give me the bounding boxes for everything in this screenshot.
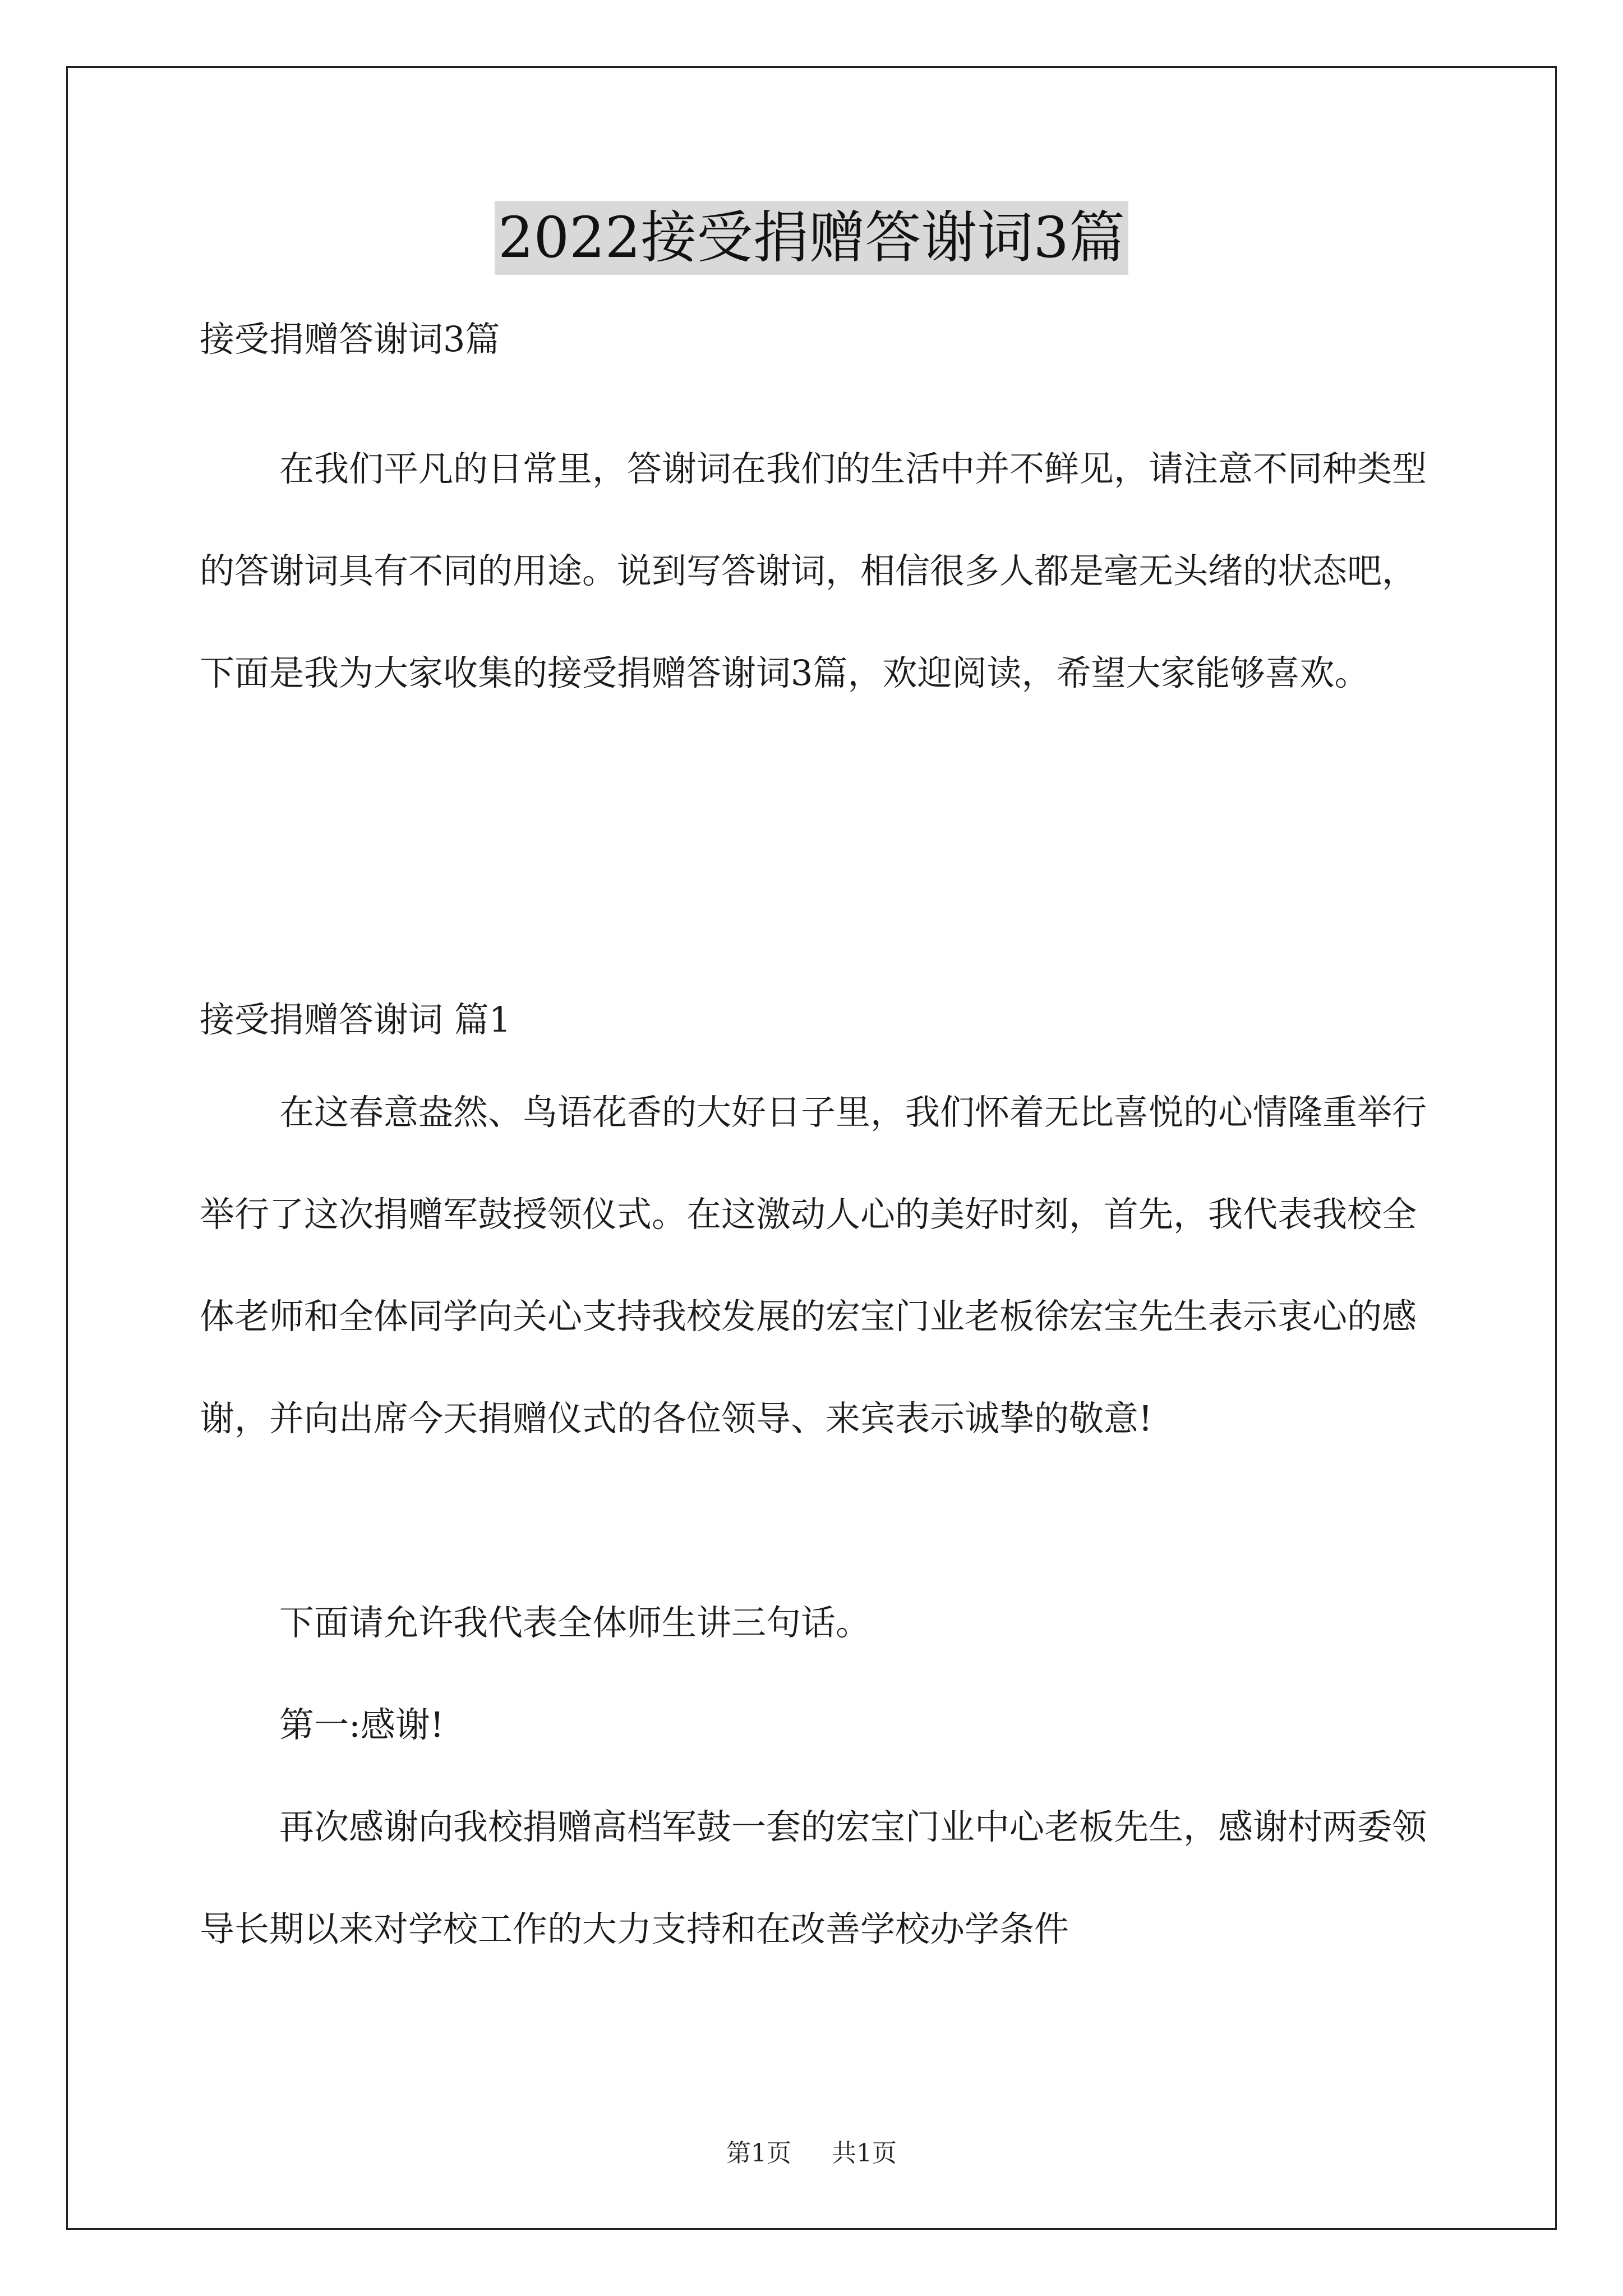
body-paragraph: 在这春意盎然、鸟语花香的大好日子里，我们怀着无比喜悦的心情隆重举行举行了这次捐赠军鼓授领仪式。在这激动人心的美好时刻，首先，我代表我校全体老师和全体同学向关心支持我校发展的宏宝门业老板徐宏宝先生表示衷心的感谢，并向出席今天捐赠仪式的各位领导、来宾表示诚挚的敬意! [200, 1092, 1427, 1439]
page-number: 第1页 [726, 2139, 791, 2168]
section-heading: 接受捐赠答谢词 篇1 [200, 999, 511, 1040]
title-container [0, 201, 1623, 275]
page-footer [0, 2133, 1623, 2169]
body-paragraph: 第一:感谢! [279, 1704, 444, 1745]
body-paragraph: 下面请允许我代表全体师生讲三句话。 [279, 1602, 871, 1643]
document-subtitle: 接受捐赠答谢词3篇 [200, 319, 500, 360]
document-title: 2022接受捐赠答谢词3篇 [495, 201, 1128, 275]
intro-paragraph: 在我们平凡的日常里，答谢词在我们的生活中并不鲜见，请注意不同种类型的答谢词具有不同的用途。说到写答谢词，相信很多人都是毫无头绪的状态吧，下面是我为大家收集的接受捐赠答谢词3篇，欢迎阅读，希望大家能够喜欢。 [200, 448, 1427, 693]
body-paragraph: 再次感谢向我校捐赠高档军鼓一套的宏宝门业中心老板先生，感谢村两委领导长期以来对学校工作的大力支持和在改善学校办学条件 [200, 1806, 1427, 1949]
page-total: 共1页 [832, 2139, 897, 2168]
